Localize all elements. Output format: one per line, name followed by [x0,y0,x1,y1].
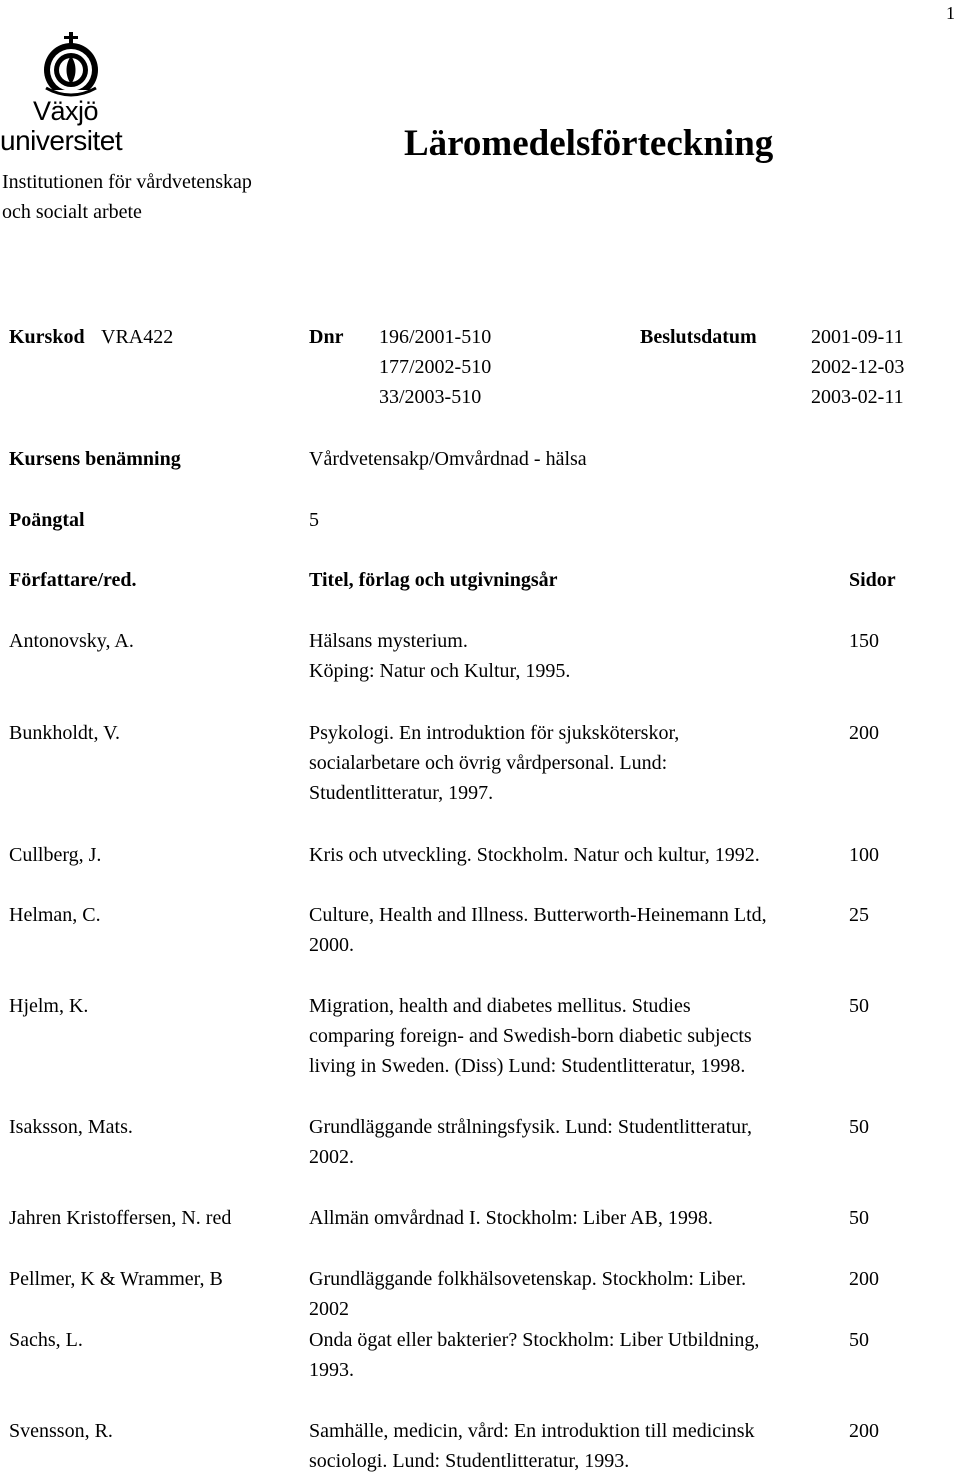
pages-cell: 50 [849,1207,869,1229]
title-line: 2002. [309,1146,354,1168]
title-line: Culture, Health and Illness. Butterworth-Heinemann Ltd, [309,904,767,926]
dnr-value: 196/2001-510 [379,326,492,348]
logo-text-universitet: universitet [0,125,123,156]
title-line: 2000. [309,934,354,956]
beslutsdatum-value: 2003-02-11 [811,386,904,408]
title-line: Migration, health and diabetes mellitus. Studies [309,995,691,1017]
header-pages: Sidor [849,569,896,591]
title-line: Allmän omvårdnad I. Stockholm: Liber AB, 1998. [309,1207,713,1229]
author-cell: Antonovsky, A. [9,630,134,652]
author-cell: Hjelm, K. [9,995,89,1017]
document-title: Läromedelsförteckning [404,123,774,164]
title-line: Samhälle, medicin, vård: En introduktion till medicinsk [309,1420,755,1442]
pages-cell: 50 [849,995,869,1017]
pages-cell: 150 [849,630,879,652]
pages-cell: 50 [849,1116,869,1138]
pages-cell: 50 [849,1329,869,1351]
beslutsdatum-label: Beslutsdatum [640,326,757,348]
author-cell: Cullberg, J. [9,844,102,866]
author-cell: Sachs, L. [9,1329,83,1351]
kursens-benamning-value: Vårdvetensakp/Omvårdnad - hälsa [309,448,587,470]
poangtal-value: 5 [309,509,319,531]
dnr-value: 33/2003-510 [379,386,482,408]
title-line: Kris och utveckling. Stockholm. Natur och kultur, 1992. [309,844,760,866]
title-line: Onda ögat eller bakterier? Stockholm: Liber Utbildning, [309,1329,760,1351]
pages-cell: 200 [849,1268,879,1290]
pages-cell: 200 [849,722,879,744]
title-line: socialarbetare och övrig vårdpersonal. Lund: [309,752,668,774]
pages-cell: 25 [849,904,869,926]
author-cell: Isaksson, Mats. [9,1116,133,1138]
header-author: Författare/red. [9,569,137,591]
author-cell: Helman, C. [9,904,101,926]
title-line: Grundläggande strålningsfysik. Lund: Studentlitteratur, [309,1116,753,1138]
page-number: 1 [946,3,955,23]
beslutsdatum-value: 2001-09-11 [811,326,904,348]
author-cell: Bunkholdt, V. [9,722,120,744]
institution-line-2: och socialt arbete [2,201,142,223]
logo-text-vaxjo: Växjö [33,96,99,126]
dnr-label: Dnr [309,326,344,348]
author-cell: Jahren Kristoffersen, N. red [9,1207,232,1229]
title-line: Hälsans mysterium. [309,630,468,652]
institution-line-1: Institutionen för vårdvetenskap [2,171,252,193]
header-title: Titel, förlag och utgivningsår [309,569,558,591]
beslutsdatum-value: 2002-12-03 [811,356,905,378]
university-logo-emblem [40,32,102,102]
author-cell: Svensson, R. [9,1420,113,1442]
poangtal-label: Poängtal [9,509,85,531]
title-line: sociologi. Lund: Studentlitteratur, 1993. [309,1450,630,1472]
kurskod-value: VRA422 [101,326,174,348]
pages-cell: 200 [849,1420,879,1442]
pages-cell: 100 [849,844,879,866]
dnr-value: 177/2002-510 [379,356,492,378]
title-line: Grundläggande folkhälsovetenskap. Stockholm: Liber. [309,1268,747,1290]
title-line: Köping: Natur och Kultur, 1995. [309,660,571,682]
title-line: 2002 [309,1298,349,1320]
title-line: living in Sweden. (Diss) Lund: Studentlitteratur, 1998. [309,1055,746,1077]
kursens-benamning-label: Kursens benämning [9,448,181,470]
title-line: Psykologi. En introduktion för sjuksköterskor, [309,722,680,744]
title-line: Studentlitteratur, 1997. [309,782,494,804]
title-line: comparing foreign- and Swedish-born diabetic subjects [309,1025,752,1047]
title-line: 1993. [309,1359,354,1381]
author-cell: Pellmer, K & Wrammer, B [9,1268,223,1290]
kurskod-label: Kurskod [9,326,85,348]
